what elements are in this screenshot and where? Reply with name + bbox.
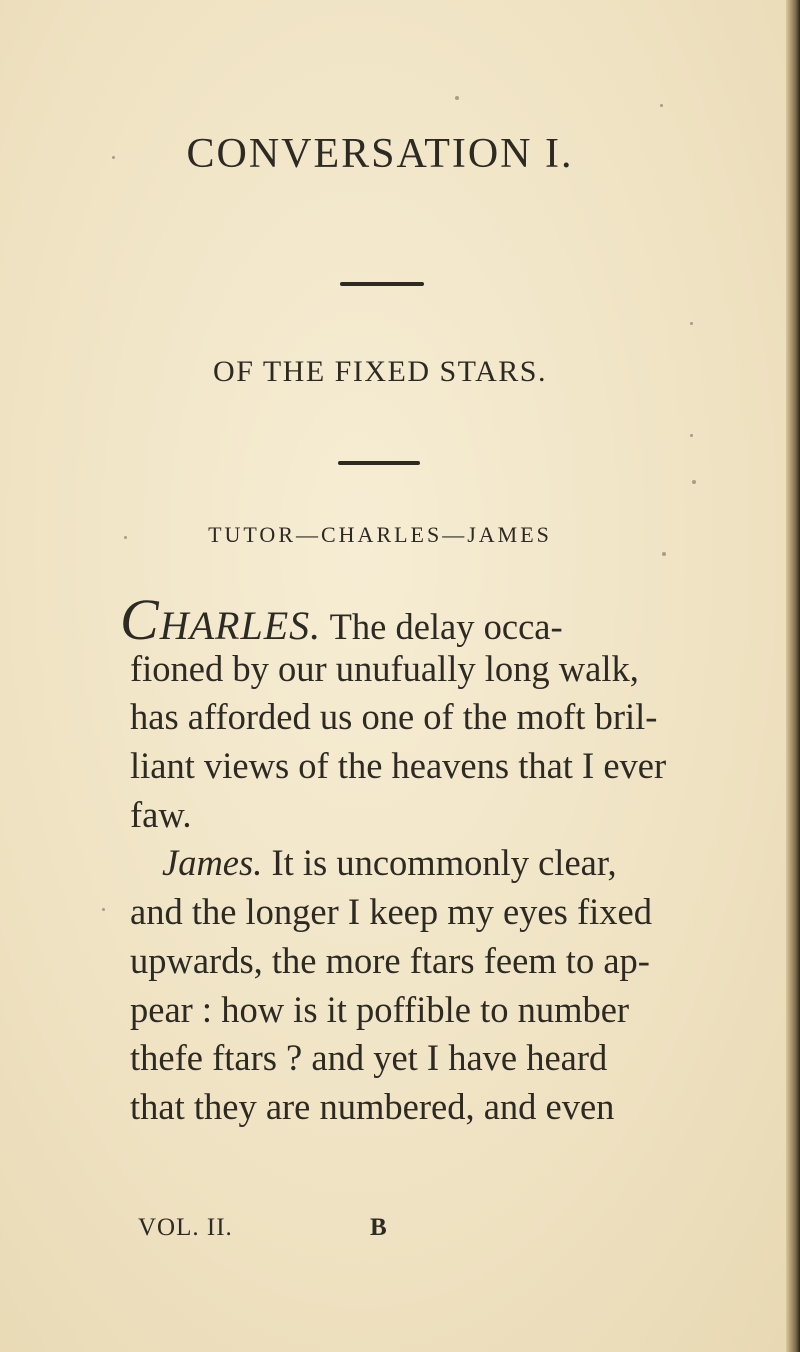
text-line-content: The delay occa-	[329, 606, 563, 647]
paper-speck	[102, 908, 105, 911]
paper-speck	[690, 322, 693, 325]
text-line: faw.	[130, 793, 192, 835]
text-line	[120, 587, 770, 652]
title-rule-top	[340, 282, 424, 286]
speaker-list: TUTOR—CHARLES—JAMES	[208, 522, 552, 547]
page-footer	[138, 1214, 638, 1242]
chapter-subtitle: OF THE FIXED STARS.	[213, 355, 547, 388]
drop-initial: C	[120, 587, 160, 652]
text-line: fioned by our unufually long walk,	[130, 647, 639, 689]
text-line: has afforded us one of the moft bril-	[130, 696, 658, 738]
body-text	[120, 587, 770, 1132]
text-line: pear : how is it poffible to number	[130, 988, 630, 1030]
paper-speck	[660, 104, 663, 107]
speaker-james: James.	[162, 842, 263, 884]
title-rule-bottom	[338, 461, 420, 465]
conversation-title: CONVERSATION I.	[186, 131, 574, 177]
speaker-charles-rest: HARLES.	[159, 603, 322, 648]
paper-speck	[690, 434, 693, 437]
text-line: upwards, the more ftars feem to ap-	[130, 939, 650, 981]
text-line	[130, 839, 770, 888]
paper-speck	[455, 96, 459, 100]
volume-label: VOL. II.	[138, 1214, 233, 1241]
text-line: that they are numbered, and even	[130, 1085, 615, 1127]
signature-mark: B	[370, 1214, 388, 1241]
text-line: liant views of the heavens that I ever	[130, 745, 667, 787]
speaker-charles	[120, 587, 322, 652]
text-line: and the longer I keep my eyes fixed	[130, 891, 652, 933]
page-edge-shadow	[786, 0, 800, 1352]
text-line: thefe ftars ? and yet I have heard	[130, 1037, 608, 1079]
text-line-content: It is uncommonly clear,	[271, 842, 617, 884]
paper-speck	[662, 552, 666, 556]
paper-speck	[692, 480, 696, 484]
